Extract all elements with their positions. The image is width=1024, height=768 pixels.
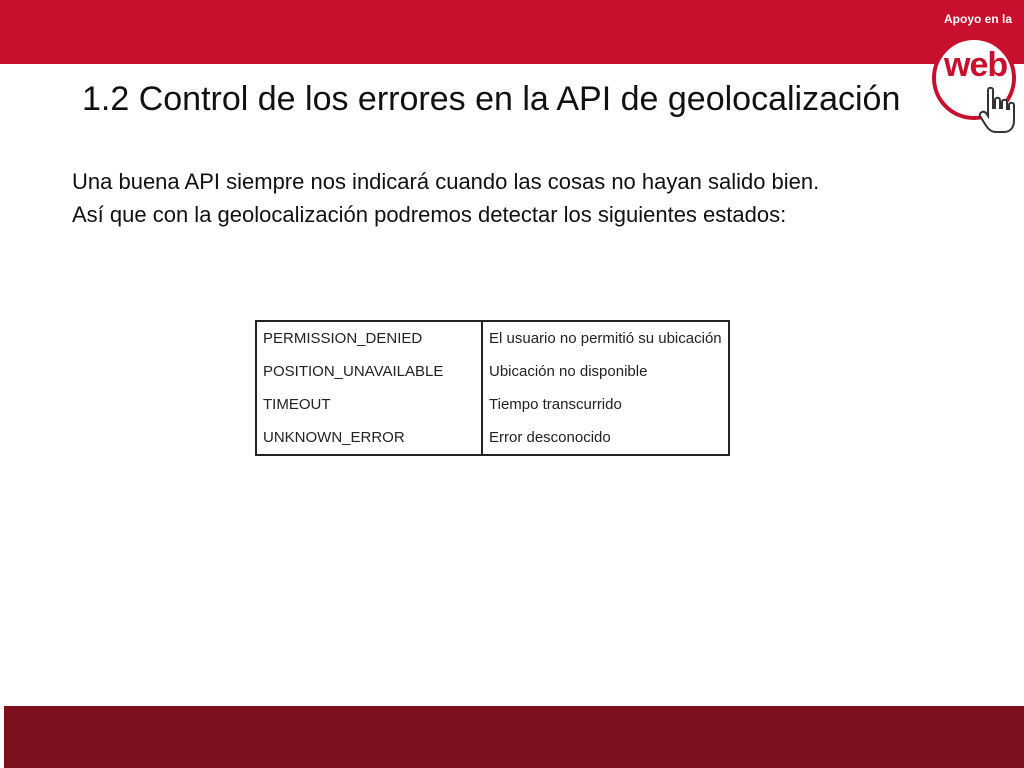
paragraph: Así que con la geolocalización podremos detectar los siguientes estados: [72, 202, 787, 227]
logo-word: web [944, 46, 1008, 84]
state-code: TIMEOUT [256, 388, 482, 421]
state-description: El usuario no permitió su ubicación [489, 330, 722, 347]
body-text [72, 165, 972, 231]
slide-title: 1.2 Control de los errores en la API de geolocalización [82, 80, 901, 118]
paragraph: Una buena API siempre nos indicará cuando las cosas no hayan salido bien. [72, 169, 820, 194]
error-states-table [255, 320, 730, 456]
state-description: Tiempo transcurrido [489, 396, 622, 413]
state-code: UNKNOWN_ERROR [256, 421, 482, 455]
table-row [256, 355, 729, 388]
state-description: Error desconocido [489, 429, 611, 446]
logo [930, 6, 1024, 136]
state-code: PERMISSION_DENIED [256, 321, 482, 355]
footer-bar [0, 706, 1024, 768]
logo-tagline: Apoyo en la [944, 12, 1013, 26]
table-row [256, 321, 729, 355]
header-bar [0, 0, 1024, 64]
table-row [256, 421, 729, 455]
state-code: POSITION_UNAVAILABLE [256, 355, 482, 388]
state-description: Ubicación no disponible [489, 363, 648, 380]
table-row [256, 388, 729, 421]
